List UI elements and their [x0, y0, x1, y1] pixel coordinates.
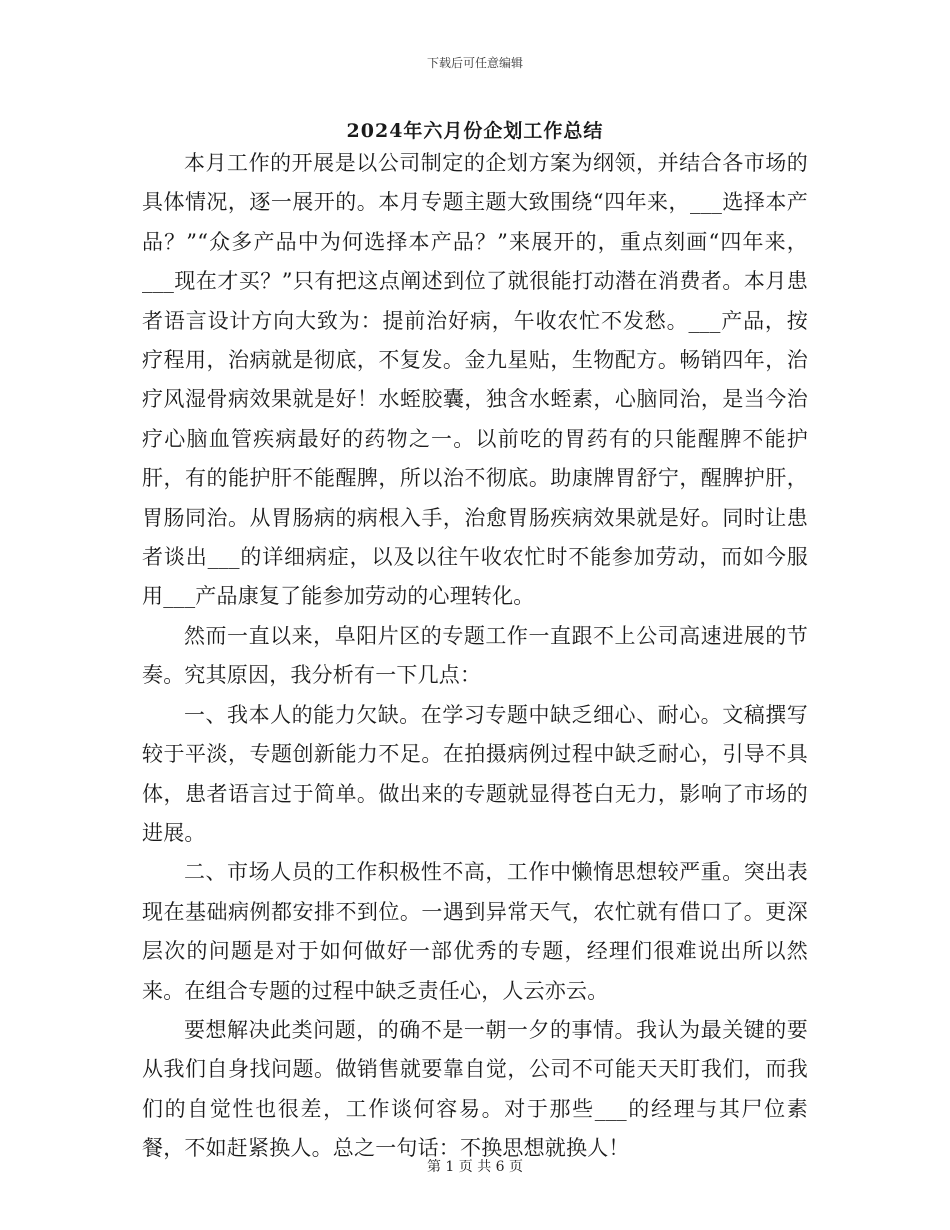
paragraph-5: 要想解决此类问题，的确不是一朝一夕的事情。我认为最关键的要从我们自身找问题。做销售就要靠自觉，公司不可能天天盯我们，而我们的自觉性也很差，工作谈何容易。对于那些___的经理与其尸位素餐，不如赶紧换人。总之一句话：不换思想就换人！: [142, 1017, 808, 1161]
paragraph-3: 一、我本人的能力欠缺。在学习专题中缺乏细心、耐心。文稿撰写较于平淡，专题创新能力不足。在拍摄病例过程中缺乏耐心，引导不具体，患者语言过于简单。做出来的专题就显得苍白无力，影响了市场的进展。: [142, 702, 808, 845]
page-number: 第 1 页 共 6 页: [426, 1159, 524, 1175]
document-title: 2024年六月份企划工作总结: [346, 120, 604, 142]
paragraph-2: 然而一直以来，阜阳片区的专题工作一直跟不上公司高速进展的节奏。究其原因，我分析有一下几点：: [142, 623, 808, 688]
paragraph-1: 本月工作的开展是以公司制定的企划方案为纲领，并结合各市场的具体情况，逐一展开的。本月专题主题大致围绕“四年来，___选择本产品？”“众多产品中为何选择本产品？”来展开的，重点刻画“四年来，___现在才买？”只有把这点阐述到位了就很能打动潜在消费者。本月患者语言设计方向大致为：提前治好病，午收农忙不发愁。___产品，按疗程用，治病就是彻底，不复发。金九星贴，生物配方。畅销四年，治疗风湿骨病效果就是好！水蛭胶囊，独含水蛭素，心脑同治，是当今治疗心脑血管疾病最好的药物之一。以前吃的胃药有的只能醒脾不能护肝，有的能护肝不能醒脾，所以治不彻底。助康牌胃舒宁，醒脾护肝，胃肠同治。从胃肠病的病根入手，治愈胃肠疾病效果就是好。同时让患者谈出___的详细病症，以及以往午收农忙时不能参加劳动，而如今服用___产品康复了能参加劳动的心理转化。: [142, 151, 808, 609]
document-body: [142, 144, 808, 1169]
header-note: 下载后可任意编辑: [426, 56, 523, 70]
paragraph-4: 二、市场人员的工作积极性不高，工作中懒惰思想较严重。突出表现在基础病例都安排不到位。一遇到异常天气，农忙就有借口了。更深层次的问题是对于如何做好一部优秀的专题，经理们很难说出所以然来。在组合专题的过程中缺乏责任心，人云亦云。: [142, 860, 808, 1003]
